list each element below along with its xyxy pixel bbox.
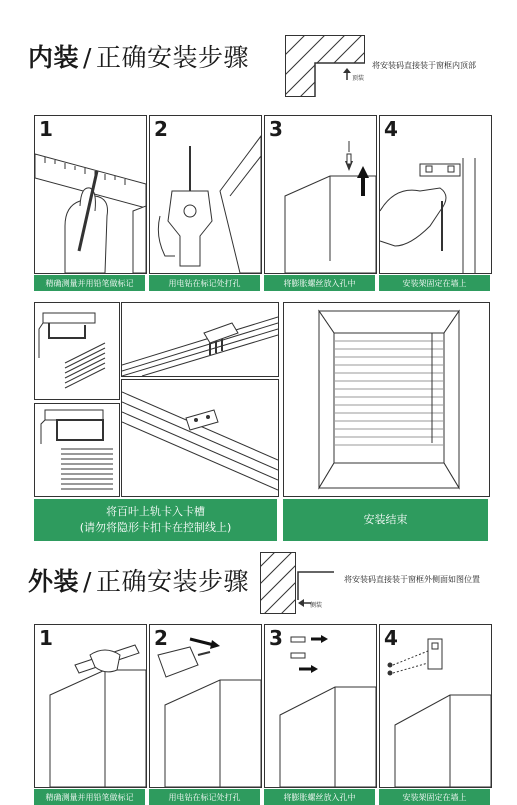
- outer-step-1-panel: [34, 624, 147, 788]
- outer-title-slash: /: [83, 567, 92, 596]
- inner-step-1-number: 1: [39, 117, 53, 141]
- outer-step-2-panel: [149, 624, 262, 788]
- inner-title-slash: /: [83, 43, 92, 72]
- rail-clip-detail-top: [34, 302, 120, 400]
- inner-step-2-number: 2: [154, 117, 168, 141]
- outer-step-3-caption: 将膨胀螺丝放入孔中: [264, 789, 375, 805]
- outer-step-4-caption: 安装架固定在墙上: [379, 789, 490, 805]
- outer-step-1-caption: 精确测量并用铅笔做标记: [34, 789, 145, 805]
- inner-step-2-caption: 用电钻在标记处打孔: [149, 275, 260, 291]
- outer-mount-diagram: [260, 552, 296, 614]
- inner-title-bold: 内装: [28, 43, 80, 72]
- outer-section-title: [28, 562, 249, 598]
- inner-mount-diagram: [285, 35, 365, 97]
- outer-step-2-number: 2: [154, 626, 168, 650]
- inner-step-1-panel: [34, 115, 147, 274]
- outer-step-4-panel: [379, 624, 492, 788]
- outer-step-3-number: 3: [269, 626, 283, 650]
- rail-insert-caption-line1: 将百叶上轨卡入卡槽: [106, 505, 205, 518]
- outer-title-bold: 外装: [28, 567, 80, 596]
- inner-step-4-number: 4: [384, 117, 398, 141]
- outer-title-rest: 正确安装步骤: [95, 567, 249, 596]
- outer-note-small: 侧装: [310, 602, 323, 609]
- inner-note-small: 顶装: [352, 75, 365, 82]
- outer-step-3-panel: [264, 624, 377, 788]
- outer-step-4-number: 4: [384, 626, 398, 650]
- outer-mount-note: 将安装码直接装于窗框外侧面如图位置: [344, 575, 480, 584]
- rail-insert-caption-line2: (请勿将隐形卡扣卡在控制线上): [79, 521, 232, 534]
- inner-mount-note: 将安装码直接装于窗框内顶部: [372, 61, 476, 70]
- inner-step-3-panel: [264, 115, 377, 274]
- inner-step-3-number: 3: [269, 117, 283, 141]
- rail-clip-detail-bottom: [34, 403, 120, 497]
- finished-blind-panel: [283, 302, 490, 497]
- install-done-caption: 安装结束: [283, 499, 488, 541]
- inner-title-rest: 正确安装步骤: [95, 43, 249, 72]
- inner-step-1-caption: 精确测量并用铅笔做标记: [34, 275, 145, 291]
- inner-step-3-caption: 将膨胀螺丝放入孔中: [264, 275, 375, 291]
- inner-step-4-caption: 安装架固定在墙上: [379, 275, 490, 291]
- rail-insert-caption: [34, 499, 277, 541]
- outer-step-1-number: 1: [39, 626, 53, 650]
- outer-step-2-caption: 用电钻在标记处打孔: [149, 789, 260, 805]
- rail-insert-top: [121, 302, 279, 377]
- rail-insert-bottom: [121, 379, 279, 497]
- inner-step-2-panel: [149, 115, 262, 274]
- inner-section-title: [28, 38, 249, 74]
- inner-step-4-panel: [379, 115, 492, 274]
